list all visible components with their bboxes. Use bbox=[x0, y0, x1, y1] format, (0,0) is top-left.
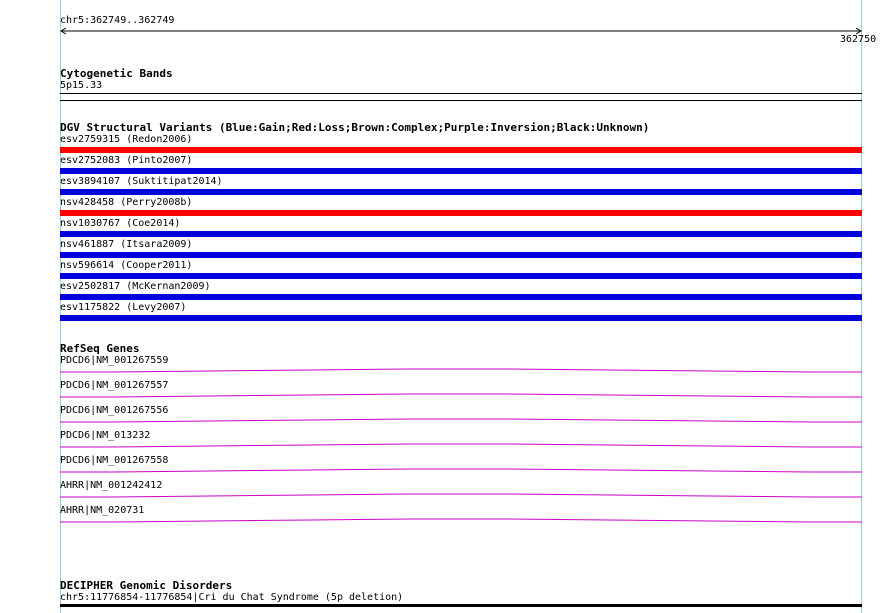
refseq-gene-model[interactable] bbox=[60, 417, 862, 425]
dgv-variant-bar[interactable] bbox=[60, 315, 862, 321]
cytoband-line bbox=[60, 93, 862, 94]
refseq-intron-line bbox=[60, 419, 862, 422]
dgv-variant-bar[interactable] bbox=[60, 252, 862, 258]
dgv-variant-bar[interactable] bbox=[60, 231, 862, 237]
refseq-gene-label[interactable]: PDCD6|NM_013232 bbox=[60, 430, 151, 441]
track-separator bbox=[60, 100, 862, 101]
decipher-disorder-bar[interactable] bbox=[60, 604, 862, 607]
dgv-variant-bar[interactable] bbox=[60, 147, 862, 153]
dgv-variant-label[interactable]: nsv1030767 (Coe2014) bbox=[60, 218, 181, 229]
dgv-variant-label[interactable]: nsv428458 (Perry2008b) bbox=[60, 197, 193, 208]
dgv-variant-bar[interactable] bbox=[60, 210, 862, 216]
refseq-gene-label[interactable]: PDCD6|NM_001267556 bbox=[60, 405, 169, 416]
refseq-intron-line bbox=[60, 394, 862, 397]
refseq-gene-model[interactable] bbox=[60, 392, 862, 400]
dgv-variant-bar[interactable] bbox=[60, 168, 862, 174]
refseq-intron-line bbox=[60, 519, 862, 522]
dgv-track-title: DGV Structural Variants (Blue:Gain;Red:Loss;Brown:Complex;Purple:Inversion;Black:Unknown) bbox=[60, 121, 650, 134]
dgv-variant-label[interactable]: esv2502817 (McKernan2009) bbox=[60, 281, 211, 292]
refseq-intron-line bbox=[60, 369, 862, 372]
refseq-gene-label[interactable]: PDCD6|NM_001267557 bbox=[60, 380, 169, 391]
refseq-gene-model[interactable] bbox=[60, 442, 862, 450]
refseq-gene-model[interactable] bbox=[60, 367, 862, 375]
refseq-intron-line bbox=[60, 444, 862, 447]
dgv-variant-label[interactable]: nsv596614 (Cooper2011) bbox=[60, 260, 193, 271]
refseq-gene-label[interactable]: PDCD6|NM_001267559 bbox=[60, 355, 169, 366]
refseq-gene-label[interactable]: AHRR|NM_001242412 bbox=[60, 480, 163, 491]
dgv-variant-label[interactable]: esv3894107 (Suktitipat2014) bbox=[60, 176, 223, 187]
decipher-track-title: DECIPHER Genomic Disorders bbox=[60, 579, 233, 592]
dgv-variant-label[interactable]: esv2752083 (Pinto2007) bbox=[60, 155, 193, 166]
cytoband-label[interactable]: 5p15.33 bbox=[60, 80, 103, 91]
dgv-variant-bar[interactable] bbox=[60, 273, 862, 279]
cytogenetic-bands-title: Cytogenetic Bands bbox=[60, 67, 173, 80]
refseq-intron-line bbox=[60, 494, 862, 497]
dgv-variant-bar[interactable] bbox=[60, 294, 862, 300]
refseq-gene-label[interactable]: AHRR|NM_020731 bbox=[60, 505, 145, 516]
refseq-gene-model[interactable] bbox=[60, 492, 862, 500]
refseq-gene-model[interactable] bbox=[60, 467, 862, 475]
refseq-intron-line bbox=[60, 469, 862, 472]
refseq-gene-model[interactable] bbox=[60, 517, 862, 525]
refseq-track-title: RefSeq Genes bbox=[60, 342, 140, 355]
ruler-end-label: 362750 bbox=[840, 34, 877, 45]
refseq-gene-label[interactable]: PDCD6|NM_001267558 bbox=[60, 455, 169, 466]
decipher-disorder-label[interactable]: chr5:11776854-11776854|Cri du Chat Syndrome (5p deletion) bbox=[60, 592, 404, 603]
ruler-axis bbox=[0, 22, 890, 42]
ruler-range-label: chr5:362749..362749 bbox=[60, 15, 175, 26]
dgv-variant-label[interactable]: nsv461887 (Itsara2009) bbox=[60, 239, 193, 250]
dgv-variant-bar[interactable] bbox=[60, 189, 862, 195]
dgv-variant-label[interactable]: esv2759315 (Redon2006) bbox=[60, 134, 193, 145]
dgv-variant-label[interactable]: esv1175822 (Levy2007) bbox=[60, 302, 187, 313]
